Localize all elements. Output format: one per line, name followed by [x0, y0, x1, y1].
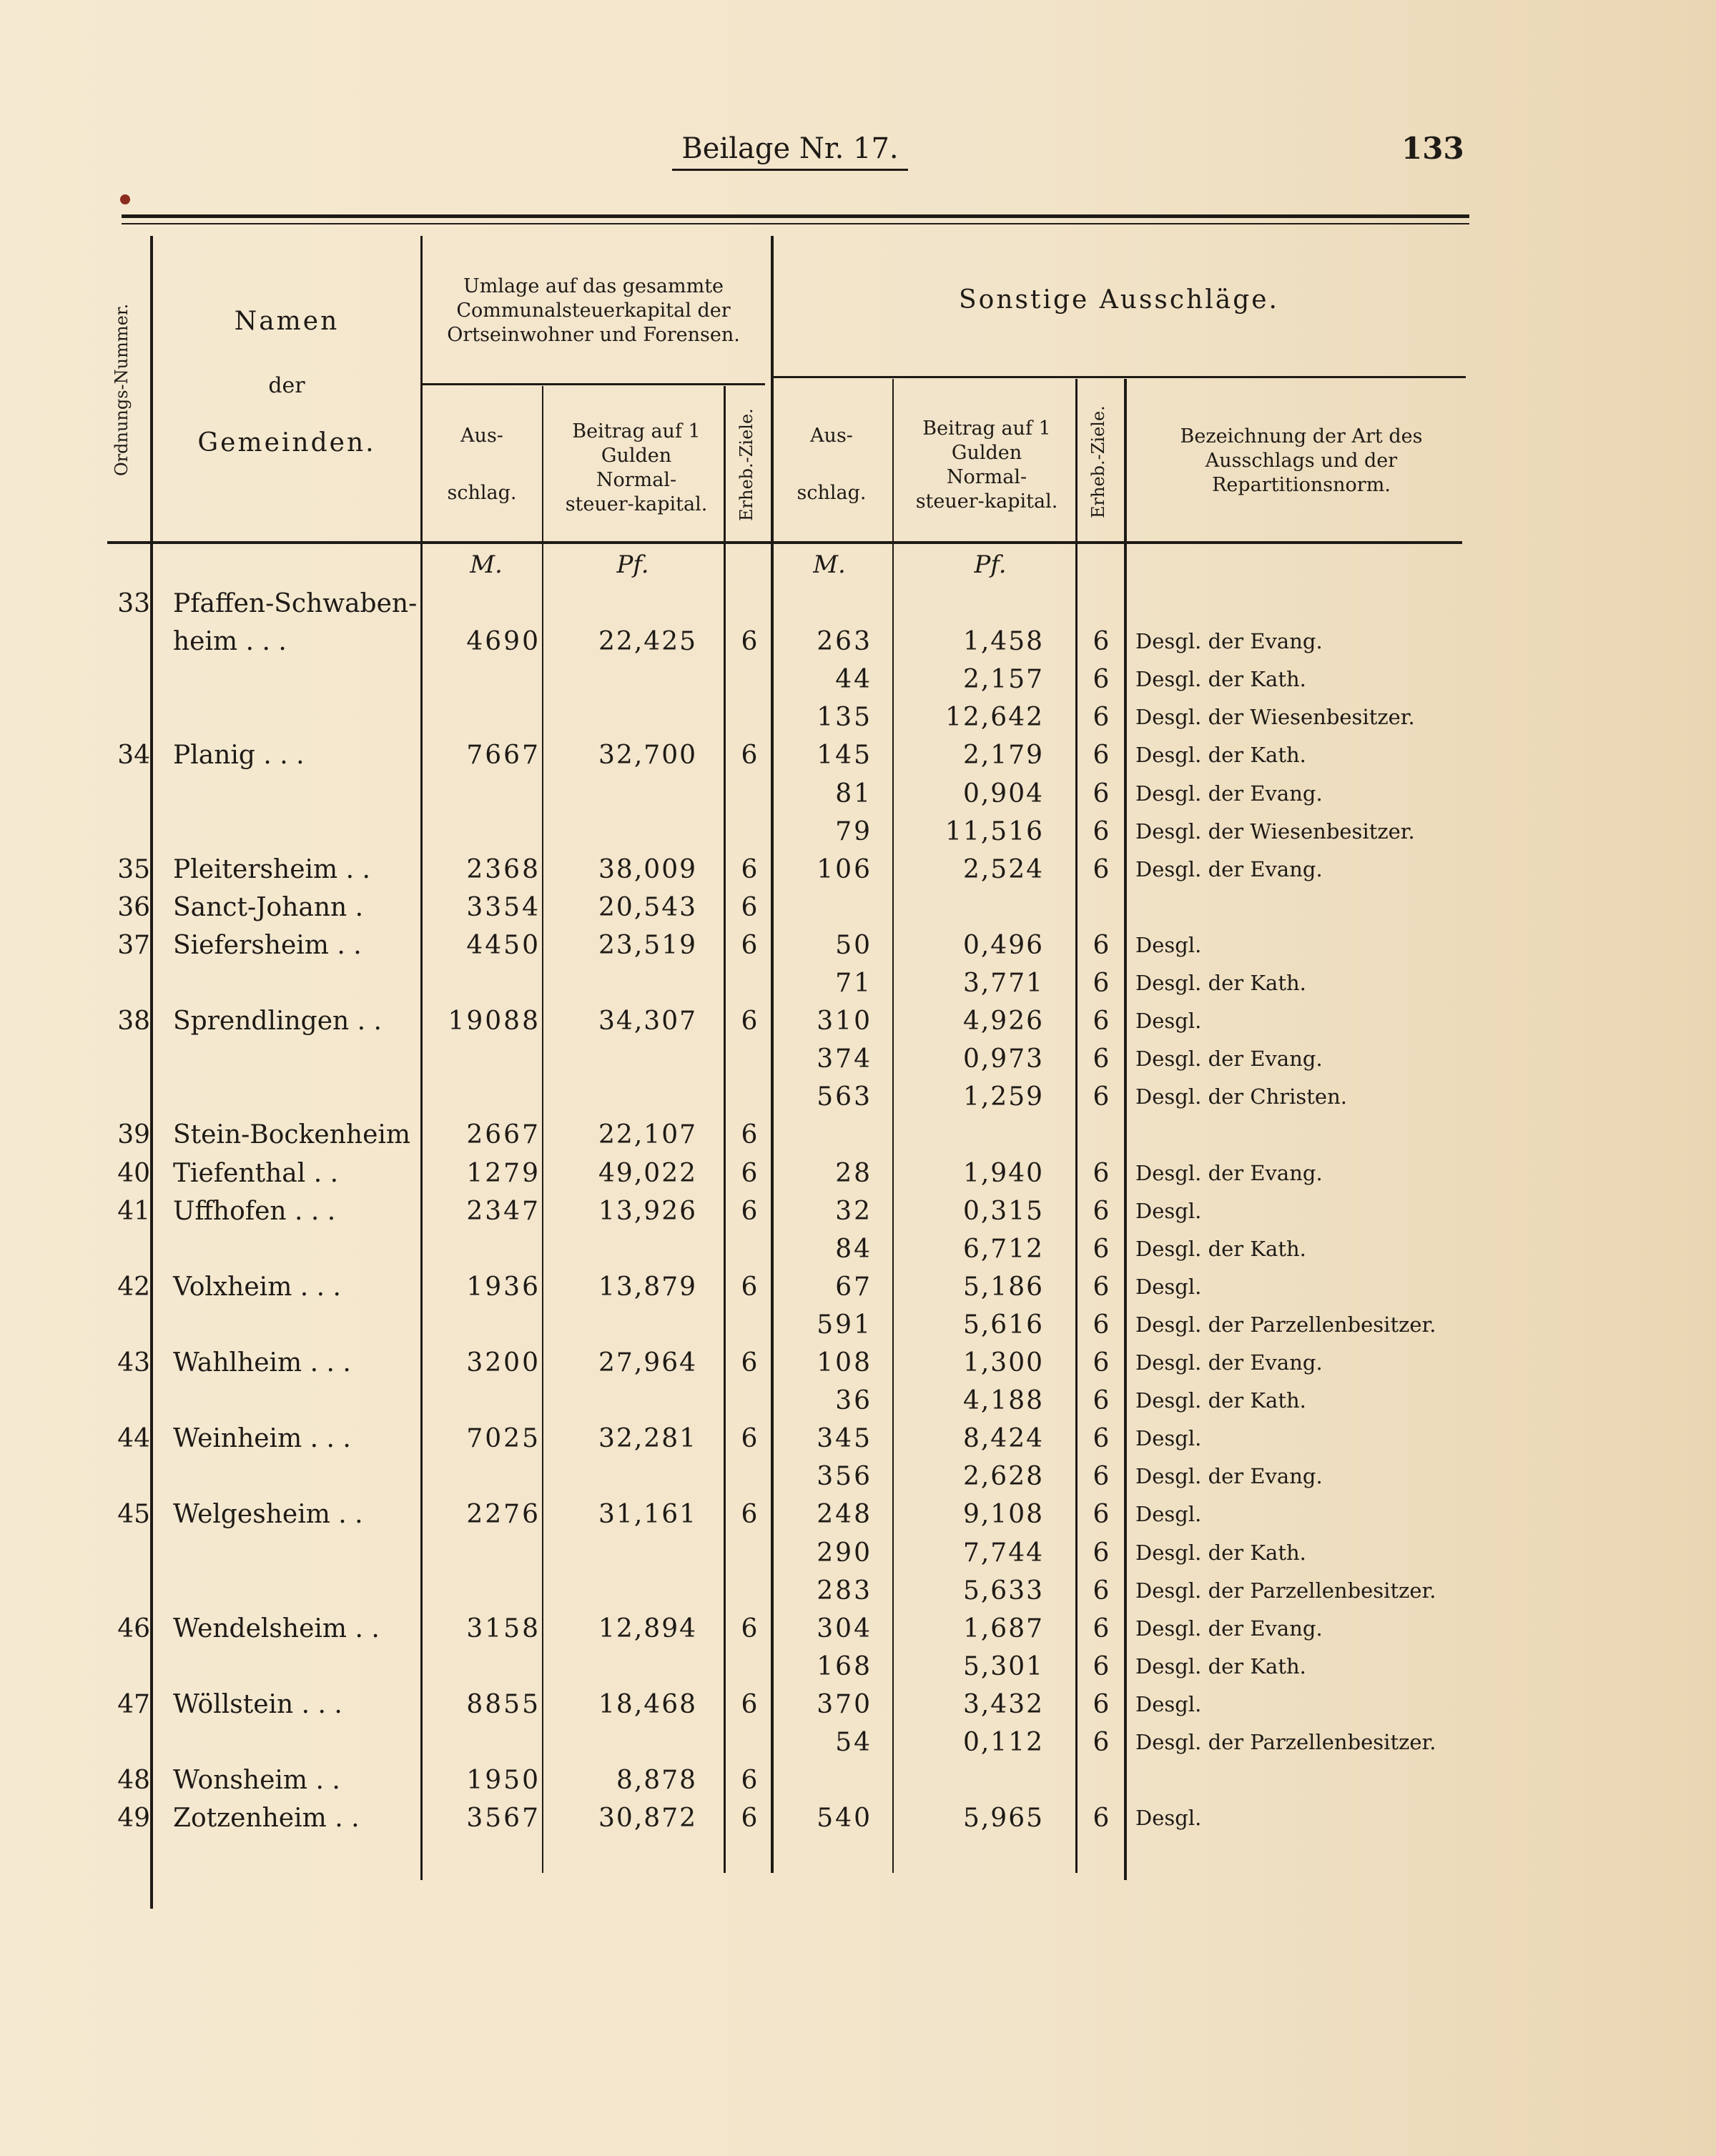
sonstige-ausschlag: 290 [817, 1538, 872, 1568]
bezeichnung: Desgl. der Parzellenbesitzer. [1135, 1730, 1436, 1754]
sonstige-erheb-ziele: 6 [1093, 969, 1110, 998]
page-title: Beilage Nr. 17. [672, 129, 908, 171]
sonstige-erheb-ziele: 6 [1093, 1044, 1110, 1074]
bezeichnung: Desgl. der Kath. [1135, 1388, 1306, 1413]
row-number: 34 [117, 741, 150, 771]
sonstige-beitrag: 1,259 [962, 1082, 1044, 1112]
gemeinde-name: Wendelsheim . . [173, 1613, 380, 1643]
row-number: 45 [117, 1500, 150, 1530]
table-row [0, 1648, 1716, 1686]
bezeichnung: Desgl. der Evang. [1135, 856, 1323, 881]
sonstige-erheb-ziele: 6 [1093, 1158, 1110, 1188]
table-row [0, 698, 1716, 736]
sonstige-beitrag: 0,973 [962, 1044, 1044, 1074]
umlage-ausschlag: 8855 [466, 1689, 541, 1719]
bezeichnung: Desgl. [1135, 1198, 1202, 1223]
table-row [0, 1458, 1716, 1495]
sonstige-ausschlag: 283 [817, 1576, 872, 1606]
sonstige-beitrag: 2,524 [962, 854, 1044, 884]
bezeichnung: Desgl. der Evang. [1135, 629, 1323, 654]
row-number: 35 [117, 854, 150, 884]
row-number: 33 [117, 589, 150, 618]
bezeichnung: Desgl. [1135, 1691, 1202, 1716]
sonstige-erheb-ziele: 6 [1093, 1651, 1110, 1681]
umlage-ausschlag: 3567 [466, 1804, 541, 1834]
gemeinde-name: Zotzenheim . . [173, 1804, 360, 1834]
gemeinde-name: Pleitersheim . . [173, 854, 370, 884]
sonstige-erheb-ziele: 6 [1093, 930, 1110, 960]
bezeichnung: Desgl. der Kath. [1135, 971, 1306, 995]
sonstige-ausschlag: 108 [817, 1348, 872, 1378]
table-row [0, 851, 1716, 889]
umlage-beitrag: 31,161 [598, 1500, 697, 1530]
table-row [0, 1724, 1716, 1761]
header-umlage: Umlage auf das gesammte Communalsteuerkapital der Ortseinwohner und Forensen. [447, 275, 740, 346]
sonstige-erheb-ziele: 6 [1093, 1424, 1110, 1454]
sonstige-ausschlag: 50 [835, 930, 872, 960]
umlage-beitrag: 22,425 [598, 627, 697, 657]
gemeinde-name: Volxheim . . . [173, 1272, 341, 1302]
bezeichnung: Desgl. der Evang. [1135, 1350, 1323, 1375]
gemeinde-name: Tiefenthal . . [173, 1158, 339, 1188]
gemeinde-name: Sprendlingen . . [173, 1007, 382, 1037]
umlage-erheb-ziele: 6 [741, 1007, 758, 1037]
table-row [0, 1799, 1716, 1837]
sonstige-ausschlag: 28 [835, 1158, 872, 1188]
sonstige-ausschlag: 36 [835, 1386, 872, 1416]
sonstige-erheb-ziele: 6 [1093, 1348, 1110, 1378]
sonstige-ausschlag: 168 [817, 1651, 872, 1681]
sonstige-ausschlag: 54 [835, 1728, 872, 1757]
unit-mark-1: M. [470, 550, 503, 579]
umlage-ausschlag: 19088 [448, 1007, 541, 1037]
umlage-ausschlag: 7667 [466, 741, 541, 771]
sonstige-erheb-ziele: 6 [1093, 1272, 1110, 1302]
umlage-erheb-ziele: 6 [741, 1120, 758, 1150]
umlage-beitrag: 13,879 [598, 1272, 697, 1302]
top-rule-thin [122, 223, 1469, 224]
umlage-erheb-ziele: 6 [741, 1613, 758, 1643]
row-number: 40 [117, 1158, 150, 1188]
sonstige-ausschlag: 67 [835, 1272, 872, 1302]
sonstige-ausschlag: 356 [817, 1462, 872, 1492]
sonstige-ausschlag: 540 [817, 1804, 872, 1834]
sonstige-beitrag: 1,687 [962, 1613, 1044, 1643]
table-row [0, 1306, 1716, 1344]
table-row [0, 1495, 1716, 1533]
umlage-ausschlag: 4690 [466, 627, 541, 657]
row-number: 46 [117, 1613, 150, 1643]
sonstige-beitrag: 12,642 [945, 703, 1044, 733]
umlage-erheb-ziele: 6 [741, 1272, 758, 1302]
sonstige-ausschlag: 304 [817, 1613, 872, 1643]
unit-pf-2: Pf. [974, 550, 1007, 579]
row-number: 43 [117, 1348, 150, 1378]
sonstige-erheb-ziele: 6 [1093, 1234, 1110, 1264]
table-row [0, 1344, 1716, 1382]
table-row [0, 623, 1716, 661]
row-number: 41 [117, 1196, 150, 1226]
sonstige-beitrag: 7,744 [962, 1538, 1044, 1568]
gemeinde-name: Wonsheim . . [173, 1766, 340, 1796]
sonstige-beitrag: 4,188 [962, 1386, 1044, 1416]
bezeichnung: Desgl. der Evang. [1135, 781, 1323, 806]
ink-dot [120, 194, 130, 204]
sonstige-ausschlag: 263 [817, 627, 872, 657]
sonstige-beitrag: 1,940 [962, 1158, 1044, 1188]
sonstige-ausschlag: 248 [817, 1500, 872, 1530]
gemeinde-name: Wahlheim . . . [173, 1348, 351, 1378]
table-row [0, 1572, 1716, 1610]
sonstige-erheb-ziele: 6 [1093, 741, 1110, 771]
header-erheb-ziele-1: Erheb.-Ziele. [736, 408, 756, 521]
table-row [0, 1610, 1716, 1648]
table-row [0, 1116, 1716, 1154]
bezeichnung: Desgl. der Parzellenbesitzer. [1135, 1312, 1436, 1337]
umlage-ausschlag: 1279 [466, 1158, 541, 1188]
sonstige-ausschlag: 591 [817, 1310, 872, 1340]
umlage-beitrag: 22,107 [598, 1120, 697, 1150]
sonstige-beitrag: 4,926 [962, 1007, 1044, 1037]
sonstige-erheb-ziele: 6 [1093, 854, 1110, 884]
sonstige-erheb-ziele: 6 [1093, 1007, 1110, 1037]
sonstige-erheb-ziele: 6 [1093, 1804, 1110, 1834]
header-gemeinden: Gemeinden. [197, 428, 376, 458]
bezeichnung: Desgl. der Evang. [1135, 1464, 1323, 1489]
umlage-ausschlag: 7025 [466, 1424, 541, 1454]
header-bezeichnung: Bezeichnung der Art des Ausschlags und der Repartitionsnorm. [1180, 425, 1423, 496]
umlage-ausschlag: 2368 [466, 854, 541, 884]
sonstige-ausschlag: 563 [817, 1082, 872, 1112]
header-sonstige: Sonstige Ausschläge. [958, 285, 1280, 315]
sonstige-beitrag: 2,628 [962, 1462, 1044, 1492]
sonstige-ausschlag: 374 [817, 1044, 872, 1074]
top-rule-thick [122, 214, 1469, 218]
sonstige-beitrag: 5,301 [962, 1651, 1044, 1681]
umlage-ausschlag: 4450 [466, 930, 541, 960]
sonstige-ausschlag: 135 [817, 703, 872, 733]
gemeinde-name: Weinheim . . . [173, 1424, 351, 1454]
umlage-ausschlag: 2276 [466, 1500, 541, 1530]
sonstige-beitrag: 2,157 [962, 665, 1044, 695]
bezeichnung: Desgl. der Kath. [1135, 667, 1306, 692]
sonstige-erheb-ziele: 6 [1093, 1613, 1110, 1643]
umlage-erheb-ziele: 6 [741, 1424, 758, 1454]
row-number: 47 [117, 1689, 150, 1719]
umlage-beitrag: 32,281 [598, 1424, 697, 1454]
umlage-erheb-ziele: 6 [741, 741, 758, 771]
row-number: 38 [117, 1007, 150, 1037]
bezeichnung: Desgl. [1135, 1274, 1202, 1299]
row-number: 42 [117, 1272, 150, 1302]
table-row [0, 1268, 1716, 1306]
sonstige-erheb-ziele: 6 [1093, 1538, 1110, 1568]
table-row [0, 813, 1716, 851]
umlage-ausschlag: 3200 [466, 1348, 541, 1378]
row-number: 37 [117, 930, 150, 960]
sonstige-beitrag: 9,108 [962, 1500, 1044, 1530]
sonstige-erheb-ziele: 6 [1093, 1576, 1110, 1606]
gemeinde-name: Uffhofen . . . [173, 1196, 336, 1226]
bezeichnung: Desgl. der Evang. [1135, 1047, 1323, 1072]
umlage-erheb-ziele: 6 [741, 1804, 758, 1834]
bezeichnung: Desgl. der Wiesenbesitzer. [1135, 705, 1415, 730]
bezeichnung: Desgl. der Kath. [1135, 1540, 1306, 1565]
sonstige-erheb-ziele: 6 [1093, 1310, 1110, 1340]
bezeichnung: Desgl. der Kath. [1135, 1236, 1306, 1261]
sonstige-erheb-ziele: 6 [1093, 703, 1110, 733]
table-row [0, 1040, 1716, 1078]
bezeichnung: Desgl. [1135, 1009, 1202, 1034]
header-ordnungs-nummer: Ordnungs-Nummer. [112, 303, 132, 476]
umlage-erheb-ziele: 6 [741, 1348, 758, 1378]
umlage-erheb-ziele: 6 [741, 1196, 758, 1226]
umlage-beitrag: 34,307 [598, 1007, 697, 1037]
row-number: 39 [117, 1120, 150, 1150]
sonstige-erheb-ziele: 6 [1093, 1386, 1110, 1416]
umlage-erheb-ziele: 6 [741, 854, 758, 884]
umlage-beitrag: 20,543 [598, 892, 697, 922]
sonstige-erheb-ziele: 6 [1093, 1728, 1110, 1757]
sonstige-ausschlag: 345 [817, 1424, 872, 1454]
umlage-erheb-ziele: 6 [741, 1689, 758, 1719]
gemeinde-name: Welgesheim . . [173, 1500, 363, 1530]
bezeichnung: Desgl. der Wiesenbesitzer. [1135, 819, 1415, 844]
umlage-beitrag: 12,894 [598, 1613, 697, 1643]
row-number: 49 [117, 1804, 150, 1834]
table-row [0, 736, 1716, 774]
sonstige-beitrag: 5,186 [962, 1272, 1044, 1302]
bezeichnung: Desgl. [1135, 1806, 1202, 1831]
gemeinde-name: Wöllstein . . . [173, 1689, 342, 1719]
table-row [0, 1534, 1716, 1572]
sonstige-beitrag: 5,965 [962, 1804, 1044, 1834]
table-row [0, 661, 1716, 698]
sonstige-beitrag: 3,771 [962, 969, 1044, 998]
sonstige-beitrag: 5,633 [962, 1576, 1044, 1606]
gemeinde-name: Stein-Bockenheim [173, 1120, 411, 1150]
header-erheb-ziele-2: Erheb.-Ziele. [1088, 405, 1108, 518]
sonstige-beitrag: 0,496 [962, 930, 1044, 960]
header-der: der [268, 373, 305, 398]
bezeichnung: Desgl. der Evang. [1135, 1160, 1323, 1185]
header-ausschlag-1-a: Aus- [460, 425, 503, 447]
gemeinde-name: Sanct-Johann . [173, 892, 364, 922]
sonstige-ausschlag: 44 [835, 665, 872, 695]
sonstige-beitrag: 5,616 [962, 1310, 1044, 1340]
sonstige-ausschlag: 79 [835, 816, 872, 846]
umlage-erheb-ziele: 6 [741, 1500, 758, 1530]
sonstige-erheb-ziele: 6 [1093, 1462, 1110, 1492]
umlage-beitrag: 23,519 [598, 930, 697, 960]
sonstige-erheb-ziele: 6 [1093, 1082, 1110, 1112]
sonstige-beitrag: 3,432 [962, 1689, 1044, 1719]
umlage-erheb-ziele: 6 [741, 892, 758, 922]
header-bottom-rule [107, 541, 1462, 544]
table-row [0, 585, 1716, 623]
gemeinde-name: Siefersheim . . [173, 930, 362, 960]
umlage-beitrag: 13,926 [598, 1196, 697, 1226]
umlage-erheb-ziele: 6 [741, 1158, 758, 1188]
header-ausschlag-2-b: schlag. [797, 482, 867, 504]
bezeichnung: Desgl. [1135, 1426, 1202, 1451]
gemeinde-name: Planig . . . [173, 741, 305, 771]
sonstige-ausschlag: 81 [835, 778, 872, 808]
umlage-beitrag: 49,022 [598, 1158, 697, 1188]
sonstige-ausschlag: 106 [817, 854, 872, 884]
table-row [0, 1420, 1716, 1458]
bezeichnung: Desgl. [1135, 1502, 1202, 1527]
umlage-ausschlag: 3354 [466, 892, 541, 922]
sonstige-beitrag: 0,904 [962, 778, 1044, 808]
sonstige-erheb-ziele: 6 [1093, 665, 1110, 695]
sonstige-ausschlag: 71 [835, 969, 872, 998]
table-row [0, 1154, 1716, 1192]
sonstige-ausschlag: 370 [817, 1689, 872, 1719]
sonstige-beitrag: 1,458 [962, 627, 1044, 657]
row-number: 48 [117, 1766, 150, 1796]
page-number: 133 [1401, 131, 1464, 166]
umlage-ausschlag: 3158 [466, 1613, 541, 1643]
umlage-erheb-ziele: 6 [741, 627, 758, 657]
bezeichnung: Desgl. der Christen. [1135, 1084, 1347, 1109]
sonstige-erheb-ziele: 6 [1093, 816, 1110, 846]
sub-header-rule-right [772, 376, 1466, 378]
sonstige-beitrag: 0,315 [962, 1196, 1044, 1226]
table-row [0, 1686, 1716, 1724]
table-row [0, 926, 1716, 964]
sonstige-beitrag: 11,516 [945, 816, 1044, 846]
header-beitrag-2: Beitrag auf 1 Gulden Normal-steuer-kapital. [915, 417, 1058, 513]
table-row [0, 1192, 1716, 1230]
umlage-beitrag: 32,700 [598, 741, 697, 771]
table-row [0, 964, 1716, 1002]
sonstige-erheb-ziele: 6 [1093, 1196, 1110, 1226]
sonstige-erheb-ziele: 6 [1093, 627, 1110, 657]
bezeichnung: Desgl. der Evang. [1135, 1616, 1323, 1641]
header-ausschlag-1-b: schlag. [447, 482, 517, 504]
sonstige-erheb-ziele: 6 [1093, 1689, 1110, 1719]
sonstige-beitrag: 6,712 [962, 1234, 1044, 1264]
row-number: 36 [117, 892, 150, 922]
bezeichnung: Desgl. der Kath. [1135, 743, 1306, 768]
bezeichnung: Desgl. der Kath. [1135, 1653, 1306, 1678]
sub-header-rule-left [422, 383, 765, 385]
sonstige-beitrag: 2,179 [962, 741, 1044, 771]
gemeinde-name: Pfaffen-Schwaben- [173, 589, 418, 618]
umlage-erheb-ziele: 6 [741, 1766, 758, 1796]
bezeichnung: Desgl. [1135, 932, 1202, 957]
umlage-beitrag: 18,468 [598, 1689, 697, 1719]
row-number: 44 [117, 1424, 150, 1454]
unit-pf-1: Pf. [616, 550, 649, 579]
bezeichnung: Desgl. der Parzellenbesitzer. [1135, 1578, 1436, 1603]
umlage-beitrag: 30,872 [598, 1804, 697, 1834]
sonstige-ausschlag: 84 [835, 1234, 872, 1264]
header-beitrag-1: Beitrag auf 1 Gulden Normal-steuer-kapital. [565, 420, 708, 515]
sonstige-erheb-ziele: 6 [1093, 778, 1110, 808]
sonstige-erheb-ziele: 6 [1093, 1500, 1110, 1530]
table-row [0, 889, 1716, 926]
table-row [0, 1382, 1716, 1420]
header-namen: Namen [234, 307, 340, 336]
umlage-beitrag: 27,964 [598, 1348, 697, 1378]
unit-mark-2: M. [813, 550, 846, 579]
umlage-ausschlag: 1936 [466, 1272, 541, 1302]
sonstige-ausschlag: 32 [835, 1196, 872, 1226]
sonstige-ausschlag: 310 [817, 1007, 872, 1037]
gemeinde-name: heim . . . [173, 627, 287, 657]
table-row [0, 775, 1716, 813]
sonstige-beitrag: 1,300 [962, 1348, 1044, 1378]
table-row [0, 1230, 1716, 1268]
umlage-ausschlag: 2667 [466, 1120, 541, 1150]
umlage-beitrag: 8,878 [616, 1766, 697, 1796]
sonstige-beitrag: 0,112 [962, 1728, 1044, 1757]
table-row [0, 1761, 1716, 1799]
header-ausschlag-2-a: Aus- [810, 425, 853, 447]
umlage-ausschlag: 2347 [466, 1196, 541, 1226]
umlage-ausschlag: 1950 [466, 1766, 541, 1796]
table-row [0, 1078, 1716, 1116]
sonstige-beitrag: 8,424 [962, 1424, 1044, 1454]
umlage-beitrag: 38,009 [598, 854, 697, 884]
sonstige-ausschlag: 145 [817, 741, 872, 771]
umlage-erheb-ziele: 6 [741, 930, 758, 960]
table-row [0, 1002, 1716, 1040]
